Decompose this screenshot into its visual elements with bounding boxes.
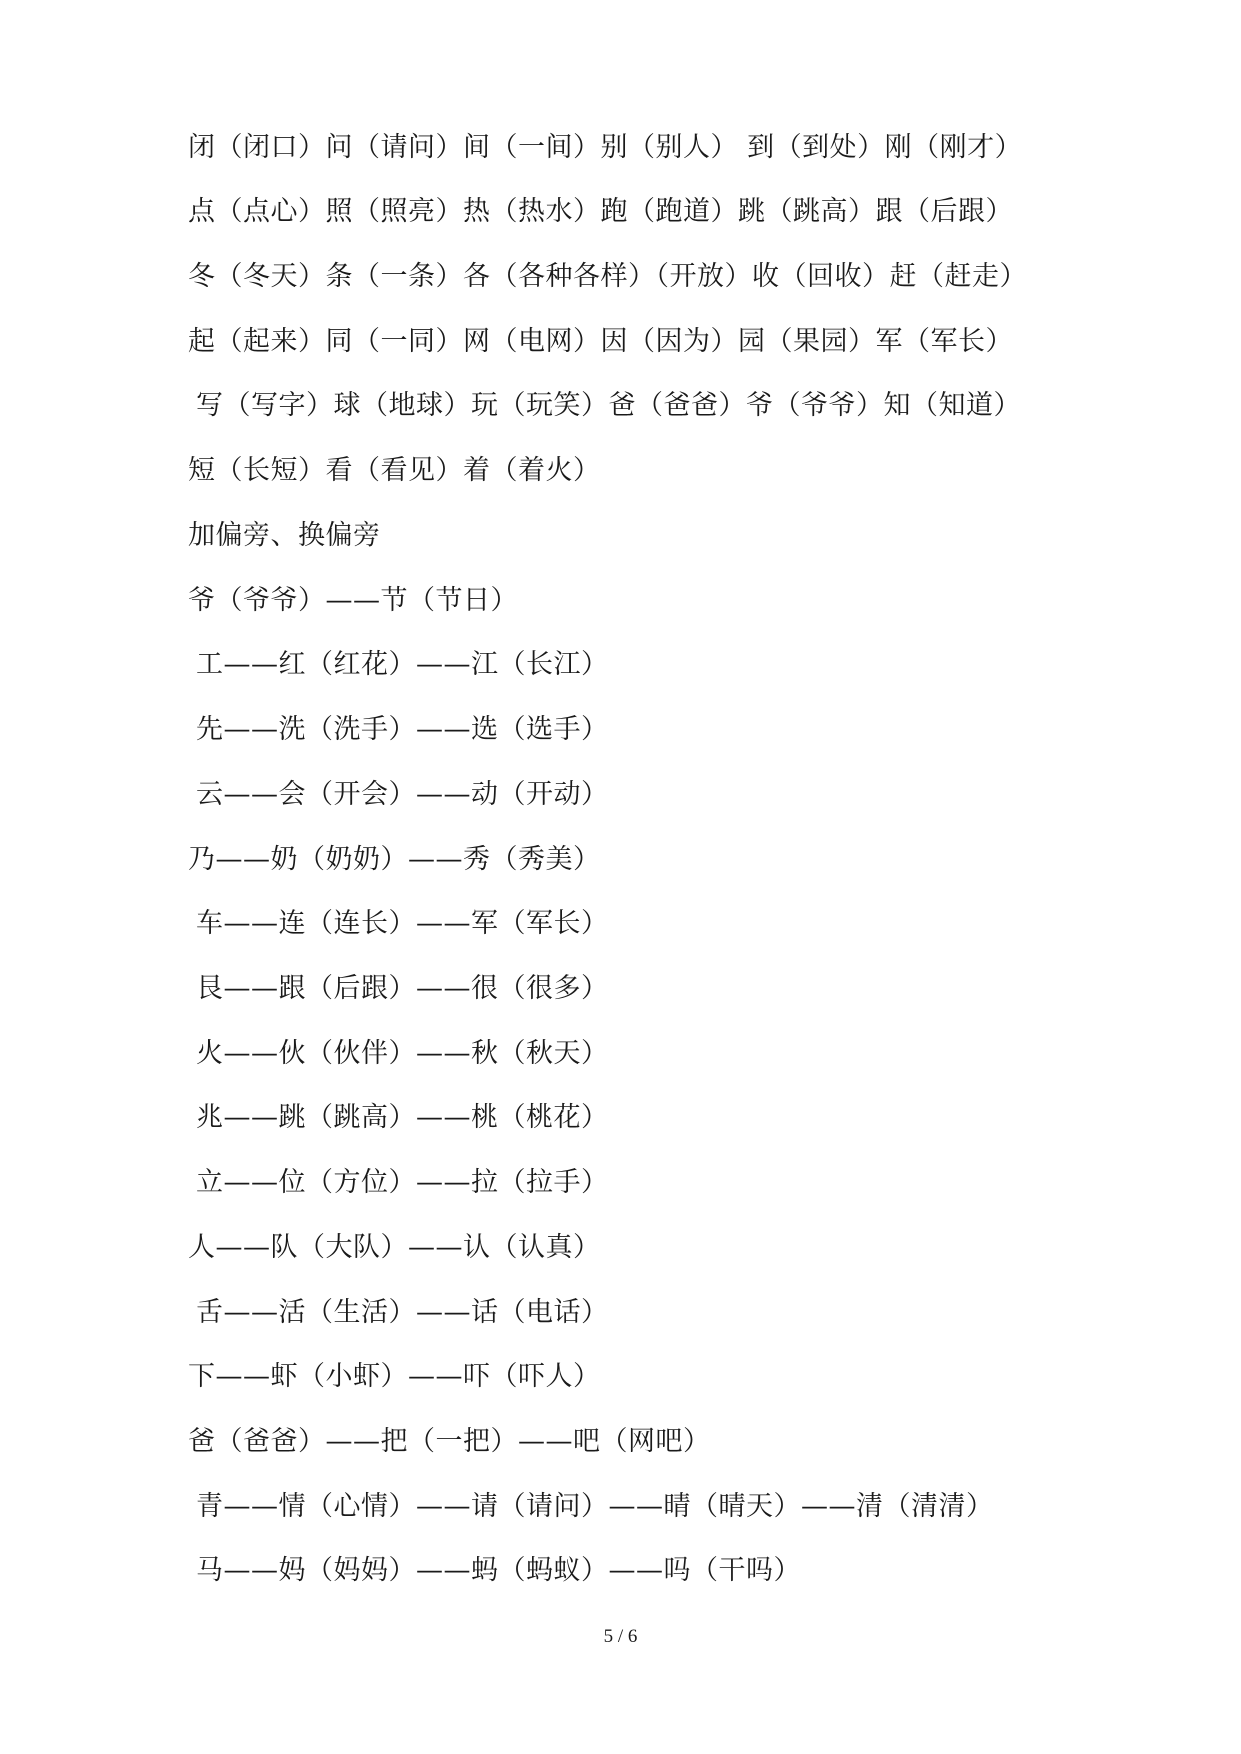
- text-line: 工——红（红花）——江（长江）: [196, 649, 609, 680]
- text-line: 先——洗（洗手）——选（选手）: [196, 714, 609, 745]
- page-number: 5 / 6: [603, 1626, 638, 1647]
- text-line: 点（点心）照（照亮）热（热水）跑（跑道）跳（跳高）跟（后跟）: [188, 196, 1013, 227]
- text-line: 云——会（开会）——动（开动）: [196, 779, 609, 810]
- text-line: 马——妈（妈妈）——蚂（蚂蚁）——吗（干吗）: [196, 1555, 801, 1586]
- text-line: 下——虾（小虾）——吓（吓人）: [188, 1361, 601, 1392]
- text-line: 火——伙（伙伴）——秋（秋天）: [196, 1038, 609, 1069]
- text-line: 艮——跟（后跟）——很（很多）: [196, 973, 609, 1004]
- text-line: 写（写字）球（地球）玩（玩笑）爸（爸爸）爷（爷爷）知（知道）: [196, 390, 1021, 421]
- text-line: 短（长短）看（看见）着（着火）: [188, 455, 601, 486]
- text-line: 人——队（大队）——认（认真）: [188, 1232, 601, 1263]
- text-line: 兆——跳（跳高）——桃（桃花）: [196, 1102, 609, 1133]
- text-line: 青——情（心情）——请（请问）——晴（晴天）——清（清清）: [196, 1491, 994, 1522]
- text-line: 起（起来）同（一同）网（电网）因（因为）园（果园）军（军长）: [188, 326, 1013, 357]
- text-line: 车——连（连长）——军（军长）: [196, 908, 609, 939]
- text-line: 闭（闭口）问（请问）间（一间）别（别人） 到（到处）刚（刚才）: [188, 132, 1023, 163]
- text-line: 爷（爷爷）——节（节日）: [188, 585, 518, 616]
- text-line: 冬（冬天）条（一条）各（各种各样）（开放）收（回收）赶（赶走）: [188, 261, 1027, 292]
- text-line: 立——位（方位）——拉（拉手）: [196, 1167, 609, 1198]
- text-line: 爸（爸爸）——把（一把）——吧（网吧）: [188, 1426, 711, 1457]
- text-line: 舌——活（生活）——话（电话）: [196, 1297, 609, 1328]
- section-heading: 加偏旁、换偏旁: [188, 520, 381, 551]
- text-line: 乃——奶（奶奶）——秀（秀美）: [188, 844, 601, 875]
